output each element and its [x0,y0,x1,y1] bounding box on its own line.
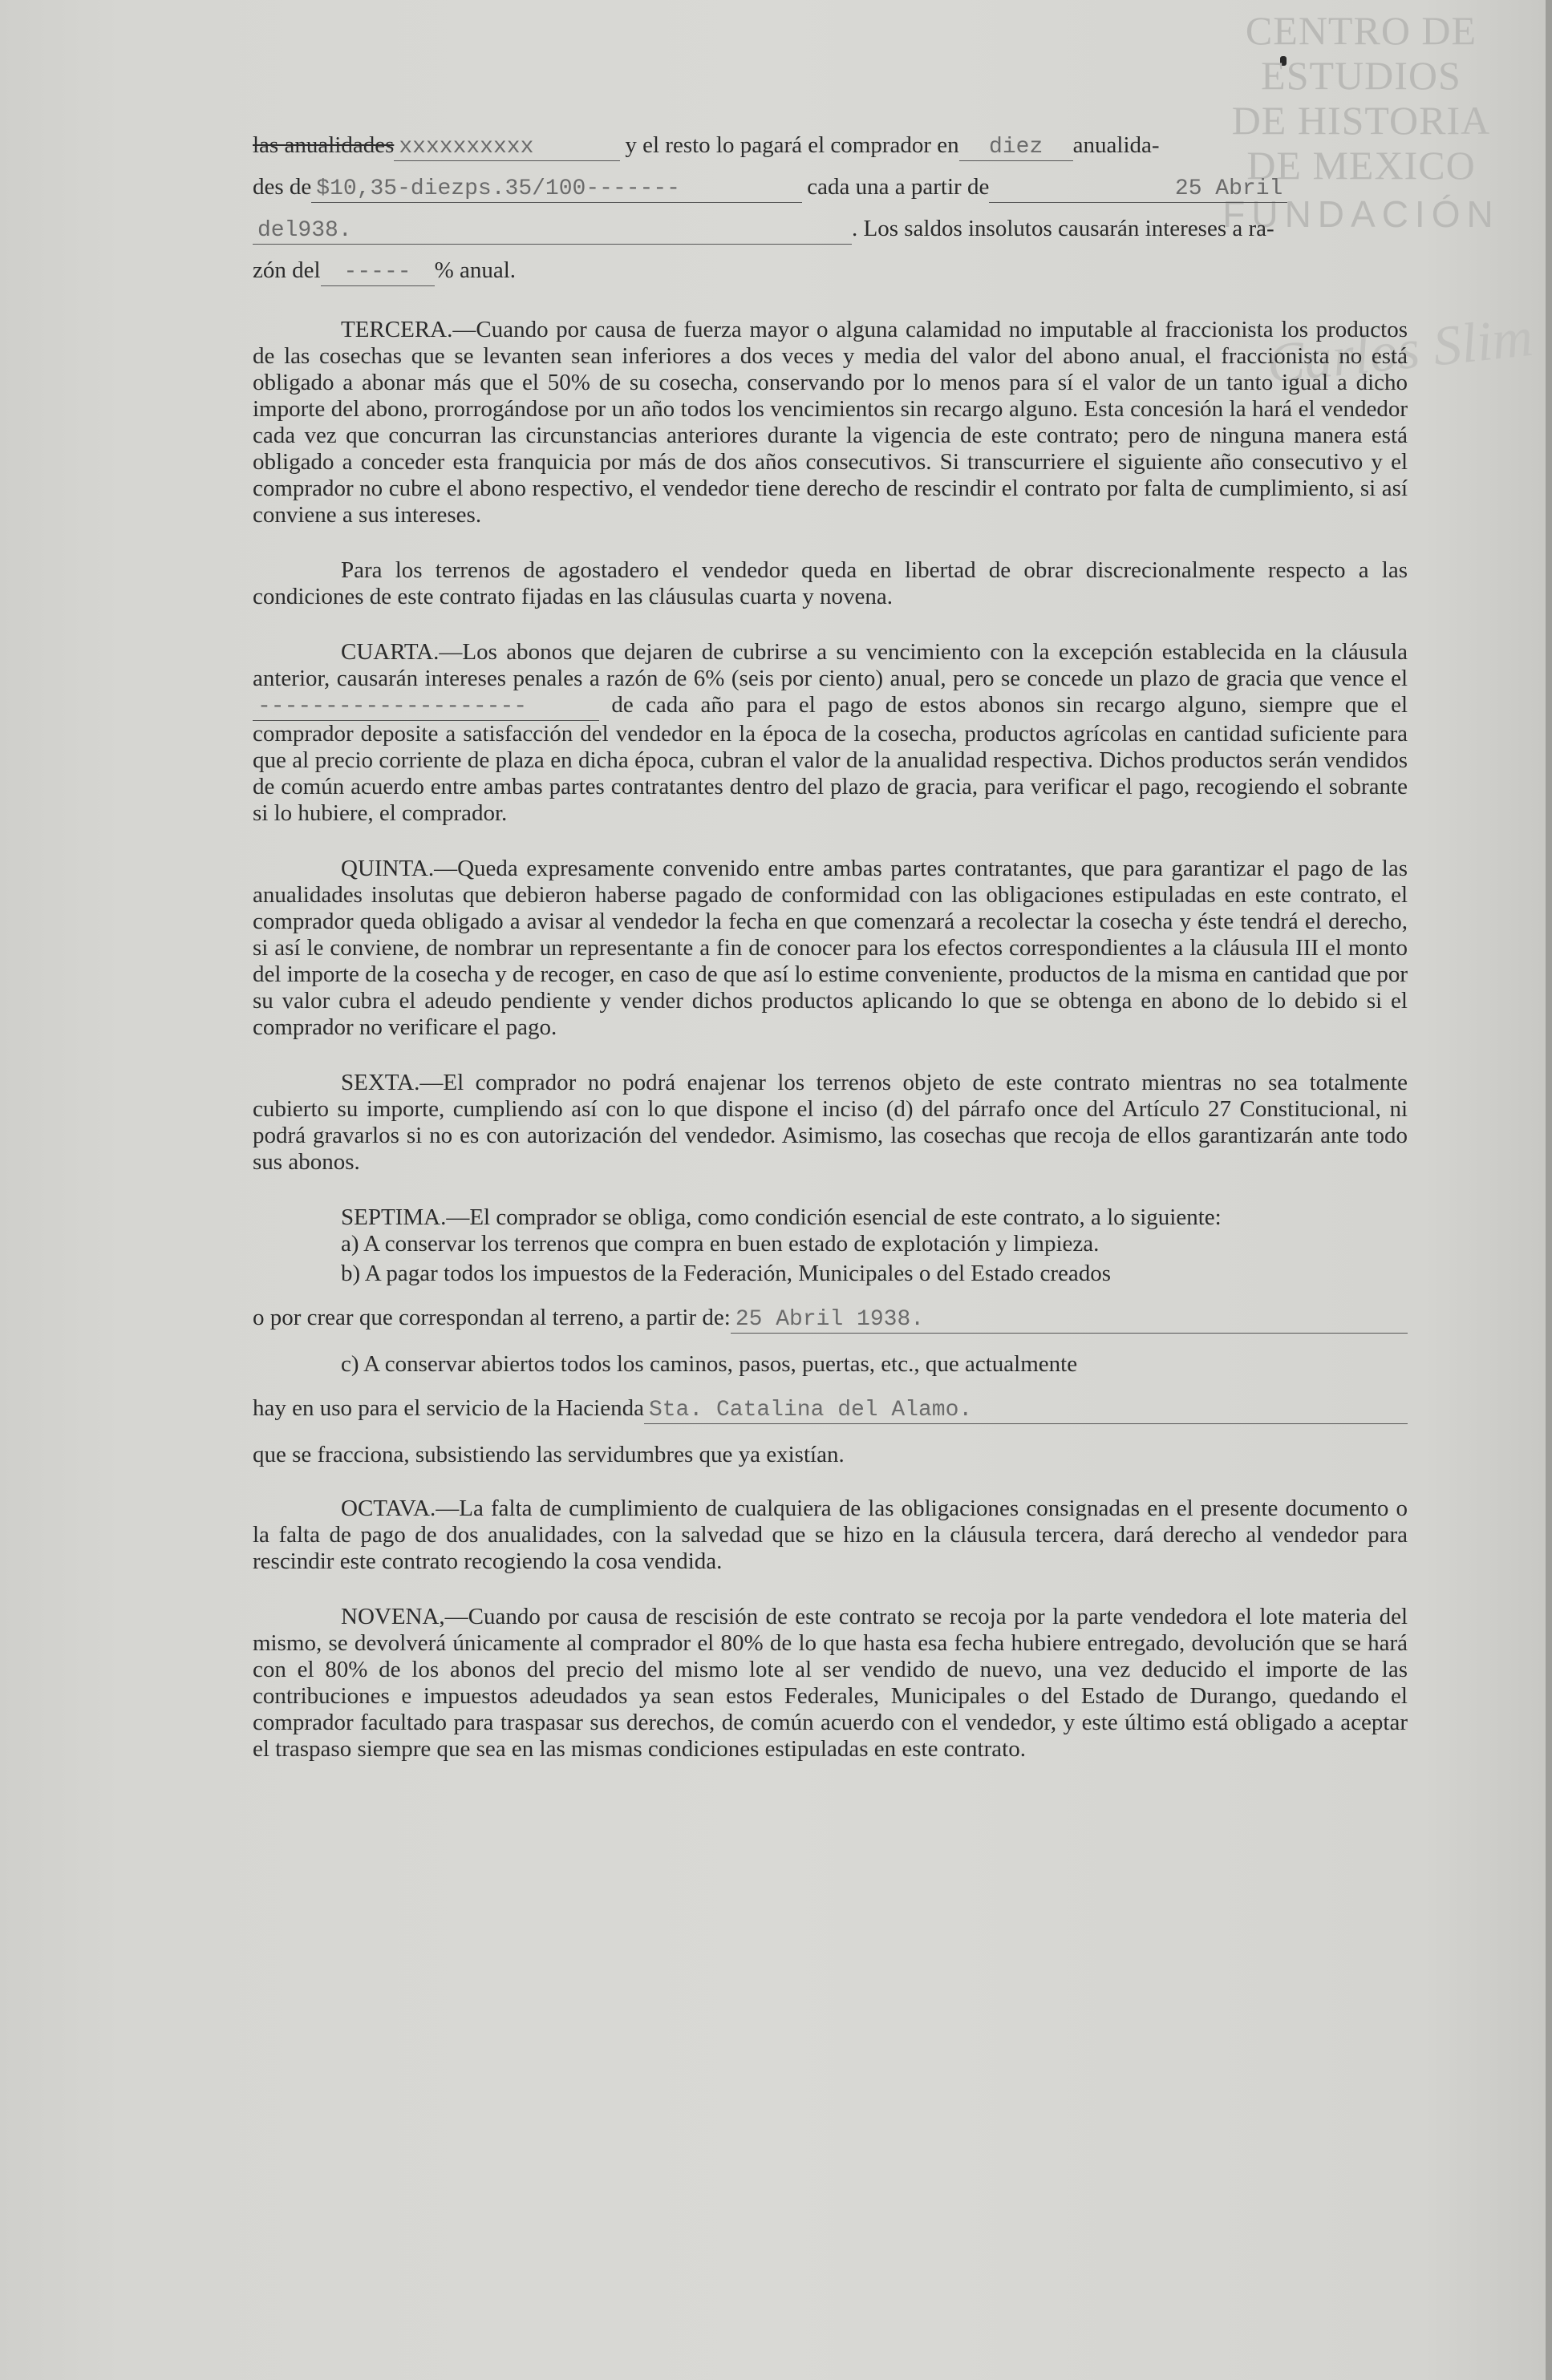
clause-quinta [253,856,1408,1041]
header-line-1 [253,132,1408,174]
header-text: % anual. [434,257,517,283]
fill-fecha-impuestos: 25 Abril 1938. [731,1306,1408,1334]
fill-anualidades: xxxxxxxxxx [394,134,620,161]
clause-septima-intro: SEPTIMA.—El comprador se obliga, como condición esencial de este contrato, a lo siguiente: [341,1204,1222,1230]
septima-item-a: a) A conservar los terrenos que compra en buen estado de explotación y limpieza. [341,1231,1100,1257]
septima-text: o por crear que correspondan al terreno, a partir de: [253,1305,731,1330]
clause-cuarta-text: de [611,692,634,718]
clause-octava [253,1496,1408,1575]
clause-agostadero [253,557,1408,610]
septima-item-c-line2 [253,1395,1408,1424]
header-text: y el resto lo pagará el comprador en [625,132,959,158]
clause-septima [253,1204,1408,1468]
septima-item-c-line3: que se fracciona, subsistiendo las servidumbres que ya existían. [253,1442,845,1467]
header-text: anualida- [1072,132,1160,158]
clause-sexta [253,1070,1408,1176]
watermark-line-3b: DE MEXICO [1246,143,1476,188]
clause-novena [253,1604,1408,1763]
clause-cuarta [253,639,1408,827]
watermark-line-3: DE HISTORIA [1231,98,1491,143]
septima-item-b-line2 [253,1305,1408,1334]
clause-novena-text: NOVENA,—Cuando por causa de rescisión de este contrato se recoja por la parte vendedora el lote materia del mismo, se devolverá únicamente al comprador el 80% de lo que hasta esa fecha hubiere entregado, devolución que se hará con el 80% de los abonos del precio del mismo lote al ser vendido de nuevo, una vez deducido el importe de las contribuciones e impuestos adeudados ya sean estos Federales, Municipales o del Estado de Durango, quedando el comprador facultado para traspasar sus derechos, de común acuerdo con el vendedor, y este último está obligado a aceptar el traspaso siempre que sea en las mismas condiciones estipuladas en este contrato. [253,1604,1408,1762]
fill-num-anualidades: diez [959,134,1073,161]
fill-fecha-inicio: 25 Abril [989,176,1287,203]
clause-cuarta-text: cada año para el pago de estos abonos sin recargo alguno, siempre que el comprador deposite a satisfacción del vendedor en la época de la cosecha, productos agrícolas en cantidad suficiente para que al precio corriente de plaza en dicha época, cubran el valor de la anualidad respectiva. Dichos productos serán vendidos de común acuerdo entre ambas partes contratantes dentro del plazo de gracia, para verificar el pago, recogiendo el sobrante si lo hubiere, el comprador. [253,692,1408,826]
struck-text: las anualidades [253,132,395,158]
fill-importe: $10,35-diezps.35/100------- [311,176,802,203]
septima-item-c: c) A conservar abiertos todos los caminos, pasos, puertas, etc., que actualmente [341,1351,1078,1377]
header-line-3 [253,216,1408,257]
clause-tercera [253,317,1408,528]
header-text: des de [253,174,312,200]
watermark-signature: Carlos Slim [1264,306,1537,396]
fill-year: del938. [253,217,852,245]
watermark-line-4: FUNDACIÓN [1222,193,1500,235]
clause-octava-text: OCTAVA.—La falta de cumplimiento de cualquiera de las obligaciones consignadas en el presente documento o la falta de pago de dos anualidades, con la salvedad que se hizo en la cláusula tercera, dará derecho al vendedor para rescindir este contrato recogiendo la cosa vendida. [253,1496,1408,1574]
watermark-line-2: ESTUDIOS [1261,53,1461,98]
header-line-2 [253,174,1408,216]
septima-item-b: b) A pagar todos los impuestos de la Federación, Municipales o del Estado creados [341,1261,1112,1286]
septima-text: hay en uso para el servicio de la Hacienda [253,1395,644,1421]
fill-plazo-gracia: -------------------- [253,694,599,721]
contract-text [253,132,1408,1791]
watermark-line-1: CENTRO DE [1245,8,1477,53]
clause-cuarta-text: CUARTA.—Los abonos que dejaren de cubrirse a su vencimiento con la excepción establecida en la cláusula anterior, causarán intereses penales a razón de 6% (seis por ciento) anual, pero se concede un plazo de gracia que vence el [253,639,1408,691]
header-line-4 [253,257,1408,299]
clause-quinta-text: QUINTA.—Queda expresamente convenido entre ambas partes contratantes, que para garantizar el pago de las anualidades insolutas que debieron haberse pagado de conformidad con las obligaciones estipuladas en este contrato, el comprador queda obligado a avisar al vendedor la fecha en que comenzará a recolectar la cosecha y éste tendrá el derecho, si así le conviene, de nombrar un representante a fin de conocer para los efectos correspondientes a la cláusula III el monto del importe de la cosecha y de recoger, en caso de que así lo estime conveniente, productos de la misma en cantidad que por su valor cubra el adeudo pendiente y vender dichos productos aplicando lo que se obtenga en abono de lo debido si el comprador no verificare el pago. [253,856,1408,1040]
header-text: zón del [253,257,321,283]
clause-sexta-text: SEXTA.—El comprador no podrá enajenar los terrenos objeto de este contrato mientras no sea totalmente cubierto su importe, cumpliendo así con lo que dispone el inciso (d) del párrafo once del Artículo 27 Constitucional, ni podrá gravarlos si no es con autorización del vendedor. Asimismo, las cosechas que recoja de ellos garantizarán ante todo sus abonos. [253,1070,1408,1175]
clause-agostadero-text: Para los terrenos de agostadero el vendedor queda en libertad de obrar discrecionalmente respecto a las condiciones de este contrato fijadas en las cláusulas cuarta y novena. [253,557,1408,609]
fill-hacienda: Sta. Catalina del Alamo. [644,1397,1408,1424]
header-text: . Los saldos insolutos causarán intereses a ra- [852,216,1274,241]
clause-tercera-text: TERCERA.—Cuando por causa de fuerza mayor o alguna calamidad no imputable al fraccionista los productos de las cosechas que se levanten sean inferiores a dos veces y media del valor del abono anual, el fraccionista no está obligado a abonar más que el 50% de su cosecha, conservando por lo menos para sí el valor de un tanto igual a dicho importe del abono, prorrogándose por un año todos los vencimientos sin recargo alguno. Esta concesión la hará el vendedor cada vez que concurran las circunstancias anteriores durante la vigencia de este contrato; pero de ninguna manera está obligado a conceder esta franquicia por más de dos años consecutivos. Si transcurriere el siguiente año consecutivo y el comprador no cubre el abono respectivo, el vendedor tiene derecho de rescindir el contrato por falta de cumplimiento, si así conviene a sus intereses. [253,317,1408,528]
fill-interes: ----- [321,259,435,286]
header-text: cada una a partir de [807,174,990,200]
